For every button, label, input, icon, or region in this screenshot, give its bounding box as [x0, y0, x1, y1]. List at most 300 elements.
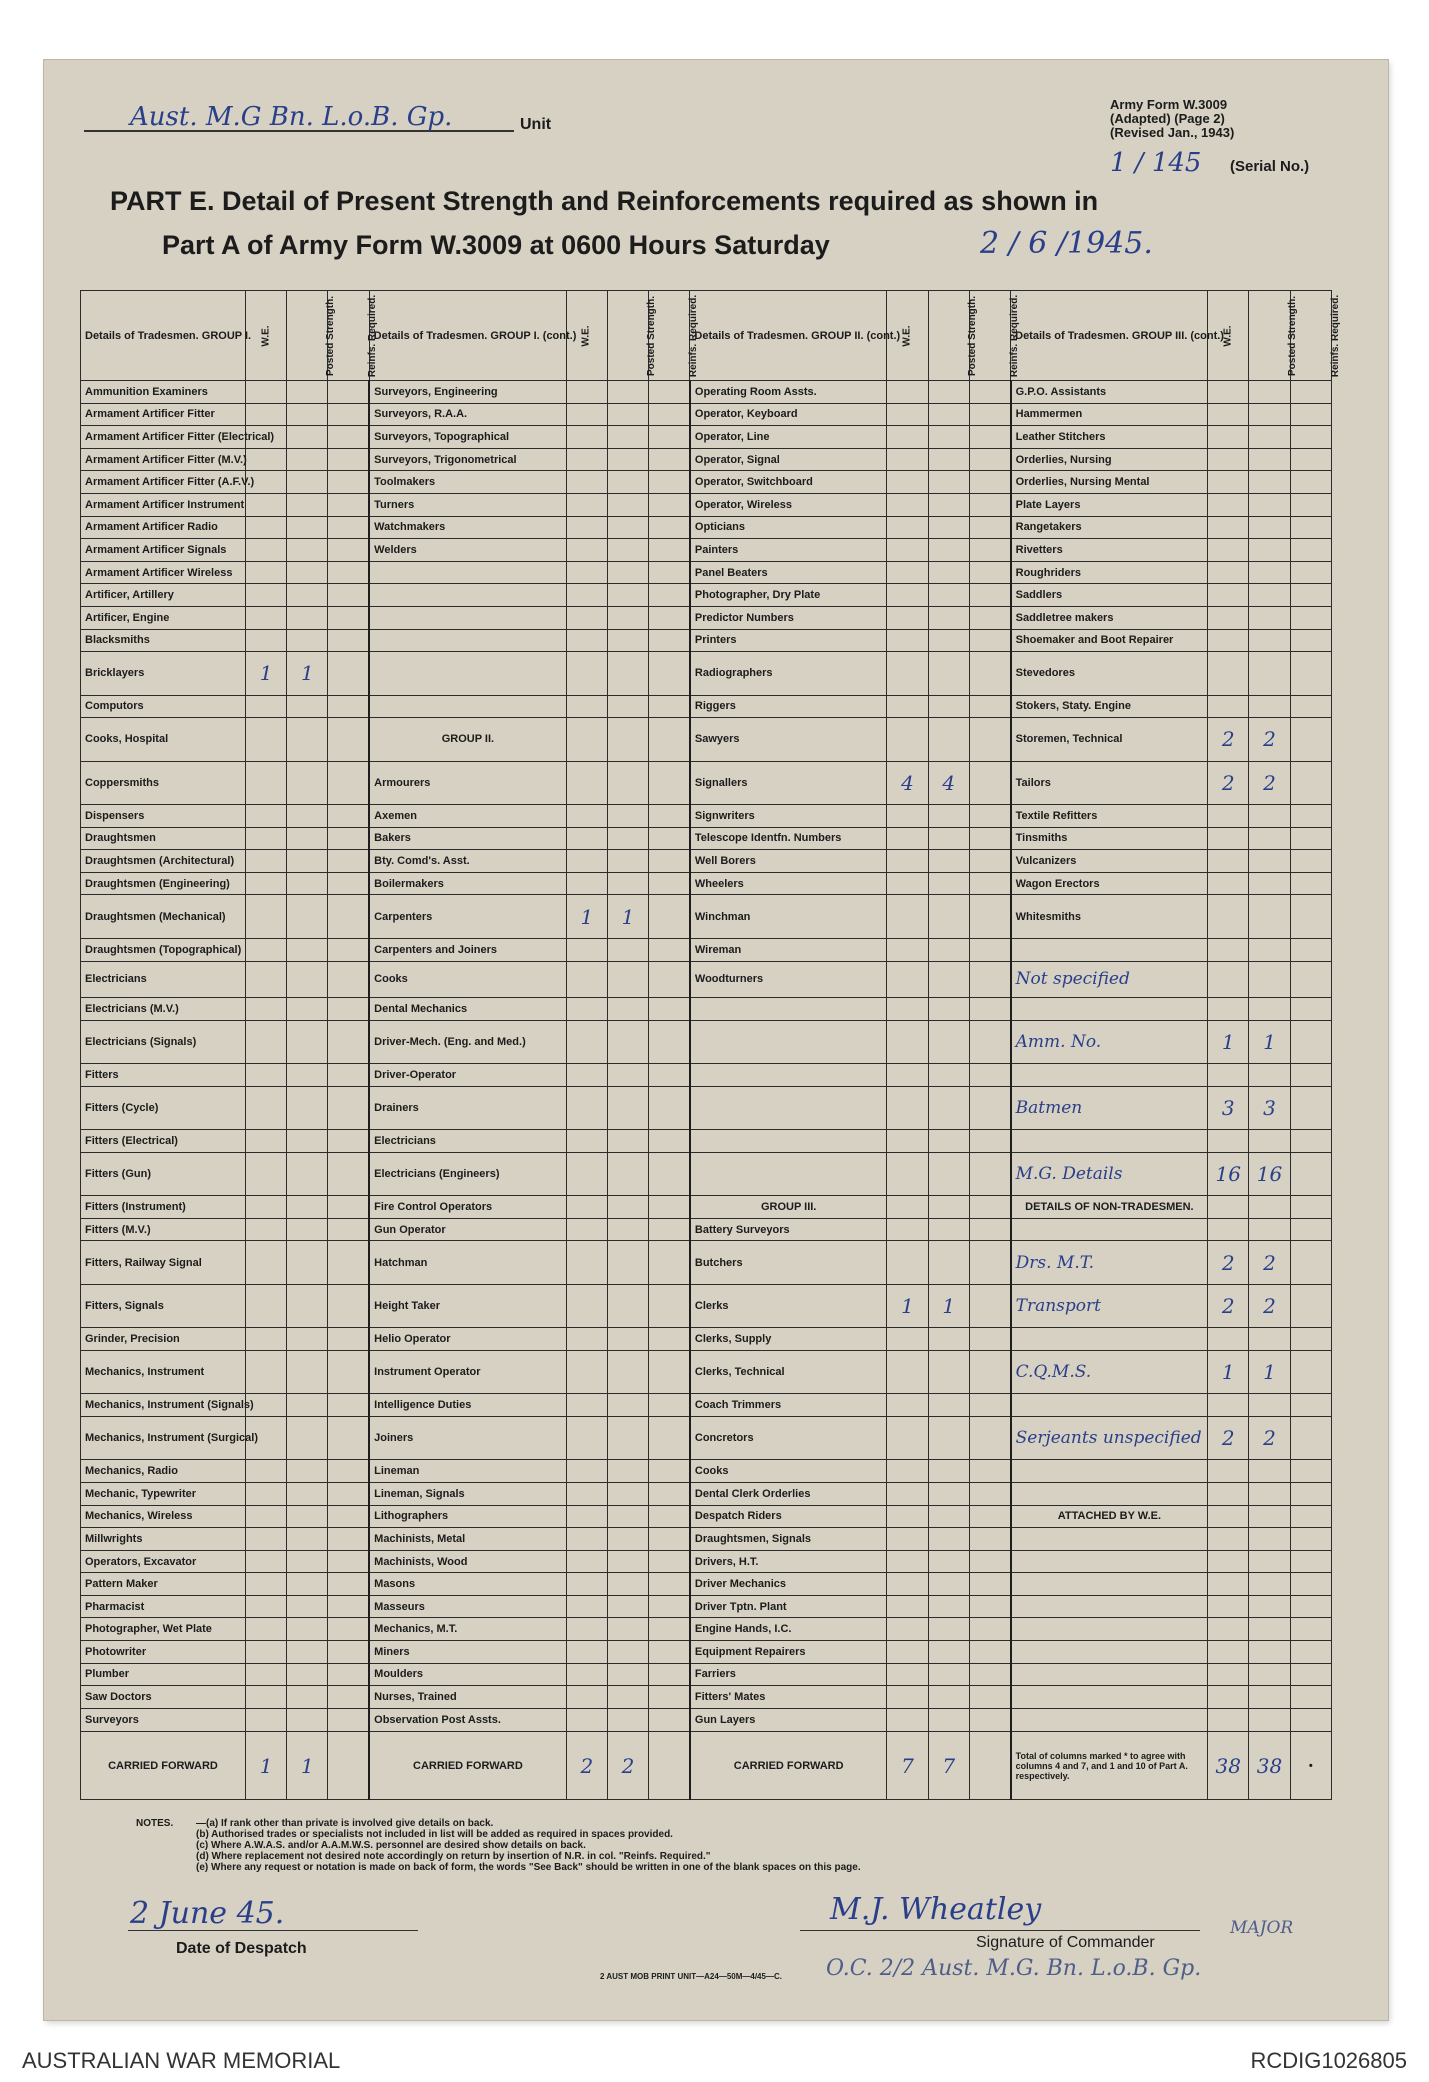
posted-cell: 16	[1249, 1152, 1290, 1195]
we-cell	[245, 516, 286, 539]
table-row	[81, 1505, 1332, 1528]
posted-header: Posted Strength.	[287, 291, 328, 381]
group-header: Details of Tradesmen. GROUP II. (cont.)	[690, 291, 887, 381]
reinfs-cell	[969, 1550, 1010, 1573]
we-cell	[1208, 1460, 1249, 1483]
reinfs-cell	[969, 493, 1010, 516]
posted-cell	[1249, 516, 1290, 539]
reinfs-cell	[649, 805, 690, 828]
posted-cell	[928, 805, 969, 828]
trade-label: Fire Control Operators	[369, 1196, 566, 1219]
we-cell	[1208, 516, 1249, 539]
reinfs-cell	[1290, 516, 1331, 539]
reinfs-cell	[969, 1573, 1010, 1596]
we-cell	[566, 1086, 607, 1129]
trade-label: Hatchman	[369, 1241, 566, 1284]
we-cell	[887, 827, 928, 850]
reinfs-cell	[649, 1152, 690, 1195]
serial-value: 1 / 145	[1110, 148, 1202, 178]
trade-label: Grinder, Precision	[81, 1328, 246, 1351]
trade-label: ATTACHED BY W.E.	[1011, 1505, 1208, 1528]
we-cell	[887, 805, 928, 828]
posted-cell	[287, 961, 328, 998]
trade-label: Dental Clerk Orderlies	[690, 1482, 887, 1505]
posted-cell	[607, 448, 648, 471]
we-cell	[887, 718, 928, 761]
trade-label: Mechanics, Instrument	[81, 1350, 246, 1393]
reinfs-cell	[328, 1641, 369, 1664]
we-cell	[566, 805, 607, 828]
trade-label	[1011, 1708, 1208, 1731]
posted-cell	[287, 895, 328, 938]
we-cell	[245, 1663, 286, 1686]
table-row	[81, 652, 1332, 695]
note-line: (d) Where replacement not desired note accordingly on return by insertion of N.R. in col. "Reinfs. Required."	[196, 1851, 711, 1862]
trade-label: Helio Operator	[369, 1328, 566, 1351]
we-cell	[1208, 1064, 1249, 1087]
reinfs-cell	[328, 1328, 369, 1351]
trade-label: Shoemaker and Boot Repairer	[1011, 629, 1208, 652]
trade-label	[1011, 1595, 1208, 1618]
trade-label: Clerks, Supply	[690, 1328, 887, 1351]
table-row	[81, 561, 1332, 584]
reinfs-cell	[1290, 1641, 1331, 1664]
trade-label: Fitters (Gun)	[81, 1152, 246, 1195]
posted-cell	[287, 1482, 328, 1505]
trade-label: GROUP II.	[369, 718, 566, 761]
trade-label: Turners	[369, 493, 566, 516]
trade-label: Fitters (Cycle)	[81, 1086, 246, 1129]
trade-label: Masons	[369, 1573, 566, 1596]
we-cell	[245, 1218, 286, 1241]
trade-label: Draughtsmen	[81, 827, 246, 850]
we-cell	[1208, 1328, 1249, 1351]
posted-cell	[287, 584, 328, 607]
we-cell	[887, 1328, 928, 1351]
reinfs-cell	[649, 1416, 690, 1459]
we-cell	[566, 1641, 607, 1664]
we-cell	[245, 895, 286, 938]
trade-label	[369, 561, 566, 584]
posted-cell	[1249, 606, 1290, 629]
title-line-1: PART E. Detail of Present Strength and Reinforcements required as shown in	[110, 186, 1099, 216]
date-value: 2 / 6 /1945.	[980, 226, 1153, 261]
unit-value: Aust. M.G Bn. L.o.B. Gp.	[130, 102, 453, 132]
posted-cell	[287, 381, 328, 404]
note-line: (e) Where any request or notation is made on back of form, the words "See Back" should be written in one of the blank spaces on this page.	[196, 1862, 861, 1873]
we-cell	[1208, 1618, 1249, 1641]
trade-label: Surveyors, Engineering	[369, 381, 566, 404]
posted-cell	[928, 516, 969, 539]
reinfs-cell	[1290, 1618, 1331, 1641]
posted-cell	[287, 426, 328, 449]
posted-cell	[1249, 938, 1290, 961]
we-cell	[887, 1460, 928, 1483]
posted-cell	[928, 938, 969, 961]
posted-cell	[607, 718, 648, 761]
trade-label: Wagon Erectors	[1011, 872, 1208, 895]
posted-cell	[287, 1595, 328, 1618]
we-cell	[566, 1130, 607, 1153]
posted-cell	[287, 872, 328, 895]
trade-label: Machinists, Wood	[369, 1550, 566, 1573]
trade-label: Driver-Operator	[369, 1064, 566, 1087]
reinfs-cell	[328, 1152, 369, 1195]
posted-cell	[1249, 961, 1290, 998]
we-cell	[245, 1086, 286, 1129]
posted-cell	[287, 629, 328, 652]
posted-cell	[287, 718, 328, 761]
trade-label: Carpenters and Joiners	[369, 938, 566, 961]
posted-cell	[928, 1641, 969, 1664]
we-cell	[566, 561, 607, 584]
trade-label	[690, 1152, 887, 1195]
reinfs-cell	[649, 1086, 690, 1129]
we-cell	[566, 1618, 607, 1641]
trade-label: DETAILS OF NON-TRADESMEN.	[1011, 1196, 1208, 1219]
posted-cell	[1249, 1064, 1290, 1087]
reinfs-cell	[1290, 961, 1331, 998]
trade-label: Panel Beaters	[690, 561, 887, 584]
we-cell	[566, 516, 607, 539]
trade-label: Clerks, Technical	[690, 1350, 887, 1393]
posted-cell	[928, 493, 969, 516]
trade-label: Orderlies, Nursing	[1011, 448, 1208, 471]
carried-reinfs-g3	[969, 1732, 1010, 1800]
trade-label: Fitters (Electrical)	[81, 1130, 246, 1153]
reinfs-cell	[328, 652, 369, 695]
we-cell	[1208, 381, 1249, 404]
posted-cell	[1249, 850, 1290, 873]
reinfs-cell	[328, 561, 369, 584]
posted-cell	[1249, 403, 1290, 426]
reinfs-cell	[1290, 938, 1331, 961]
posted-cell	[928, 1241, 969, 1284]
table-row	[81, 1663, 1332, 1686]
posted-cell	[928, 872, 969, 895]
posted-header: Posted Strength.	[1249, 291, 1290, 381]
reinfs-cell	[1290, 1663, 1331, 1686]
posted-cell	[607, 761, 648, 804]
reinfs-cell	[649, 629, 690, 652]
trade-label: Saddletree makers	[1011, 606, 1208, 629]
reinfs-cell	[649, 1241, 690, 1284]
we-cell	[887, 584, 928, 607]
we-cell	[887, 1196, 928, 1219]
trade-label: Fitters' Mates	[690, 1686, 887, 1709]
posted-cell	[607, 1416, 648, 1459]
reinfs-cell	[1290, 493, 1331, 516]
posted-header: Posted Strength.	[607, 291, 648, 381]
we-cell	[245, 1686, 286, 1709]
reinfs-cell	[328, 1460, 369, 1483]
reinfs-cell	[328, 1482, 369, 1505]
carried-reinfs-g2	[649, 1732, 690, 1800]
table-row	[81, 1460, 1332, 1483]
reinfs-cell	[1290, 718, 1331, 761]
posted-cell	[1249, 426, 1290, 449]
total-marker: •	[1290, 1732, 1331, 1800]
trade-label: Armament Artificer Fitter (Electrical)	[81, 426, 246, 449]
trade-label: Printers	[690, 629, 887, 652]
posted-cell: 4	[928, 761, 969, 804]
we-cell: 2	[1208, 1284, 1249, 1327]
reinfs-cell	[1290, 895, 1331, 938]
we-cell	[887, 652, 928, 695]
trade-label: Armament Artificer Signals	[81, 539, 246, 562]
posted-cell: 1	[287, 652, 328, 695]
we-cell	[245, 1328, 286, 1351]
trade-label: Operating Room Assts.	[690, 381, 887, 404]
archive-footer	[0, 2040, 1429, 2082]
trade-label: Pharmacist	[81, 1595, 246, 1618]
trade-label	[369, 584, 566, 607]
trade-label: Not specified	[1011, 961, 1208, 998]
trade-label: Bricklayers	[81, 652, 246, 695]
posted-cell	[928, 1686, 969, 1709]
reinfs-cell	[649, 1196, 690, 1219]
reinfs-cell	[969, 561, 1010, 584]
posted-cell	[928, 539, 969, 562]
table-row	[81, 961, 1332, 998]
posted-cell	[1249, 652, 1290, 695]
reinfs-cell	[328, 584, 369, 607]
trade-label: Ammunition Examiners	[81, 381, 246, 404]
posted-cell	[287, 1686, 328, 1709]
trade-label: Textile Refitters	[1011, 805, 1208, 828]
reinfs-cell	[969, 718, 1010, 761]
trade-label: Saddlers	[1011, 584, 1208, 607]
posted-cell	[607, 1130, 648, 1153]
reinfs-cell	[969, 1686, 1010, 1709]
reinfs-cell	[649, 895, 690, 938]
we-cell	[245, 1573, 286, 1596]
reinfs-cell	[1290, 1086, 1331, 1129]
trade-label: Mechanic, Typewriter	[81, 1482, 246, 1505]
trade-label: Equipment Repairers	[690, 1641, 887, 1664]
posted-cell	[607, 1350, 648, 1393]
we-cell	[566, 1528, 607, 1551]
we-cell	[1208, 1573, 1249, 1596]
trade-label: Gun Operator	[369, 1218, 566, 1241]
we-cell	[1208, 426, 1249, 449]
reinfs-cell	[649, 493, 690, 516]
trade-label: Rivetters	[1011, 539, 1208, 562]
trade-label: GROUP III.	[690, 1196, 887, 1219]
we-cell	[887, 1686, 928, 1709]
trade-label: Vulcanizers	[1011, 850, 1208, 873]
posted-cell	[928, 1152, 969, 1195]
posted-cell	[928, 998, 969, 1021]
posted-cell	[1249, 1528, 1290, 1551]
we-cell	[1208, 1482, 1249, 1505]
trade-label: Driver Tptn. Plant	[690, 1595, 887, 1618]
we-cell: 1	[245, 652, 286, 695]
posted-cell	[607, 938, 648, 961]
we-cell	[245, 718, 286, 761]
table-row	[81, 718, 1332, 761]
table-row	[81, 1350, 1332, 1393]
posted-cell	[928, 1020, 969, 1063]
we-cell	[566, 652, 607, 695]
reinfs-cell	[649, 1350, 690, 1393]
reinfs-cell	[1290, 1020, 1331, 1063]
we-cell	[1208, 629, 1249, 652]
we-cell	[887, 938, 928, 961]
we-cell	[566, 718, 607, 761]
we-cell	[566, 1284, 607, 1327]
reinfs-cell	[1290, 1064, 1331, 1087]
we-cell	[245, 448, 286, 471]
carried-forward-row	[81, 1732, 1332, 1800]
trade-label: Operator, Switchboard	[690, 471, 887, 494]
posted-cell	[287, 1218, 328, 1241]
table-row	[81, 1064, 1332, 1087]
reinfs-cell	[328, 448, 369, 471]
reinfs-cell	[969, 629, 1010, 652]
we-cell	[566, 1241, 607, 1284]
posted-cell	[607, 426, 648, 449]
trade-label: Farriers	[690, 1663, 887, 1686]
posted-cell	[1249, 805, 1290, 828]
we-cell	[887, 998, 928, 1021]
we-cell	[887, 1482, 928, 1505]
table-row	[81, 1528, 1332, 1551]
reinfs-cell	[1290, 584, 1331, 607]
reinfs-cell	[969, 403, 1010, 426]
posted-cell	[928, 1618, 969, 1641]
table-row	[81, 1482, 1332, 1505]
posted-cell	[287, 471, 328, 494]
trade-label: Concretors	[690, 1416, 887, 1459]
we-cell	[566, 493, 607, 516]
posted-cell	[287, 606, 328, 629]
reinfs-cell	[328, 895, 369, 938]
trade-label: Coppersmiths	[81, 761, 246, 804]
trade-label: Clerks	[690, 1284, 887, 1327]
reinfs-cell	[649, 381, 690, 404]
form-identifier	[1110, 98, 1340, 140]
trade-label: Draughtsmen (Engineering)	[81, 872, 246, 895]
reinfs-cell	[328, 805, 369, 828]
trade-label: Draughtsmen (Architectural)	[81, 850, 246, 873]
posted-cell	[607, 516, 648, 539]
posted-cell	[607, 1595, 648, 1618]
we-cell	[566, 448, 607, 471]
trade-label: Surveyors	[81, 1708, 246, 1731]
trade-label	[1011, 1328, 1208, 1351]
we-cell	[1208, 827, 1249, 850]
posted-cell	[1249, 1595, 1290, 1618]
carried-posted-g2: 2	[607, 1732, 648, 1800]
reinfs-cell	[969, 606, 1010, 629]
reinfs-cell	[649, 718, 690, 761]
trade-label	[1011, 1618, 1208, 1641]
we-cell: 1	[1208, 1350, 1249, 1393]
we-cell	[245, 1020, 286, 1063]
trade-label: Fitters, Railway Signal	[81, 1241, 246, 1284]
posted-cell	[928, 652, 969, 695]
reinfs-cell	[1290, 1394, 1331, 1417]
posted-cell	[607, 1550, 648, 1573]
reinfs-cell	[1290, 872, 1331, 895]
we-cell	[245, 1482, 286, 1505]
we-cell	[887, 895, 928, 938]
reinfs-cell	[649, 471, 690, 494]
trade-label: Butchers	[690, 1241, 887, 1284]
we-cell	[245, 872, 286, 895]
trade-label: Winchman	[690, 895, 887, 938]
trade-label: Draughtsmen, Signals	[690, 1528, 887, 1551]
we-cell: 2	[1208, 1416, 1249, 1459]
posted-cell	[287, 827, 328, 850]
we-cell	[566, 629, 607, 652]
reinfs-cell	[969, 1020, 1010, 1063]
trade-label: G.P.O. Assistants	[1011, 381, 1208, 404]
we-cell	[566, 1152, 607, 1195]
trade-label: Rangetakers	[1011, 516, 1208, 539]
we-cell	[245, 381, 286, 404]
reinfs-cell	[328, 1064, 369, 1087]
reinfs-cell	[969, 1350, 1010, 1393]
posted-cell	[287, 1350, 328, 1393]
unit-label: Unit	[520, 116, 552, 133]
we-cell	[887, 561, 928, 584]
posted-cell	[1249, 895, 1290, 938]
reinfs-cell	[649, 1394, 690, 1417]
we-cell	[887, 1218, 928, 1241]
trade-label	[690, 998, 887, 1021]
reinfs-cell	[328, 1686, 369, 1709]
posted-cell	[287, 1020, 328, 1063]
posted-cell	[607, 1641, 648, 1664]
commander-unit-note: O.C. 2/2 Aust. M.G. Bn. L.o.B. Gp.	[826, 1956, 1202, 1981]
reinfs-cell	[969, 895, 1010, 938]
posted-cell	[1249, 827, 1290, 850]
trade-label	[369, 629, 566, 652]
trade-label: Armourers	[369, 761, 566, 804]
trade-label: Signallers	[690, 761, 887, 804]
trade-label: Serjeants unspecified	[1011, 1416, 1208, 1459]
total-note: Total of columns marked * to agree with columns 4 and 7, and 1 and 10 of Part A. respectively.	[1011, 1732, 1208, 1800]
reinfs-cell	[328, 1130, 369, 1153]
table-row	[81, 1618, 1332, 1641]
trade-label: Storemen, Technical	[1011, 718, 1208, 761]
reinfs-cell	[649, 1663, 690, 1686]
reinfs-cell	[1290, 426, 1331, 449]
reinfs-cell	[969, 448, 1010, 471]
carried-we-g3: 7	[887, 1732, 928, 1800]
trade-label: Lithographers	[369, 1505, 566, 1528]
trade-label: Carpenters	[369, 895, 566, 938]
we-cell	[245, 1460, 286, 1483]
trade-label: Roughriders	[1011, 561, 1208, 584]
posted-cell	[287, 1460, 328, 1483]
trade-label: Armament Artificer Wireless	[81, 561, 246, 584]
we-cell	[887, 493, 928, 516]
we-cell	[245, 584, 286, 607]
trade-label: Machinists, Metal	[369, 1528, 566, 1551]
reinfs-cell	[969, 1663, 1010, 1686]
reinfs-cell	[649, 1618, 690, 1641]
we-cell	[245, 1130, 286, 1153]
trade-label: Telescope Identfn. Numbers	[690, 827, 887, 850]
we-cell: 2	[1208, 1241, 1249, 1284]
trade-label	[369, 695, 566, 718]
notes-block	[136, 1818, 1246, 1873]
we-cell	[245, 1284, 286, 1327]
trade-label	[690, 1130, 887, 1153]
